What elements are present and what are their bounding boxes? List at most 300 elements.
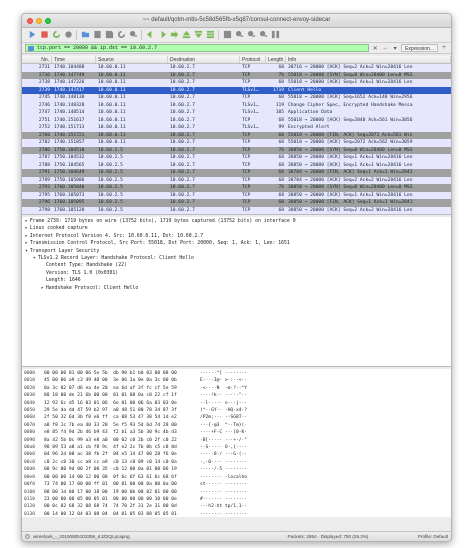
byte-hex[interactable]: a8 f8 1c 7b ea 40 33 20 5e f5 93 54 6d 7d 28 00 (44, 422, 177, 428)
packet-info: 38850 → 20000 [SYN] Seq=0 Win=28400 Len=0 MSS (288, 147, 413, 153)
packet-row[interactable] (22, 139, 451, 147)
find-packet-button[interactable] (128, 30, 138, 40)
detail-text: Linux cooked capture (29, 226, 88, 232)
expression-button[interactable]: Expression... (401, 44, 438, 52)
packet-protocol: TLSv1… (242, 102, 259, 108)
zoom-in-button[interactable] (234, 30, 244, 40)
main-toolbar (22, 28, 451, 43)
packet-no: 2789 (38, 177, 50, 183)
packet-time: 1740.147749 (54, 72, 85, 78)
detail-text: Transport Layer Security (29, 248, 100, 254)
packet-info: 55018 → 20000 [ACK] Seq=1652 Ack=148 Win=2956 (288, 95, 413, 100)
go-forward-icon (158, 30, 167, 41)
wireshark-window (21, 13, 452, 542)
collapsed-arrow-icon[interactable]: ▸ (25, 219, 28, 224)
bytes-row (22, 481, 451, 488)
byte-hex[interactable]: 45 00 06 a9 c3 49 40 00 3e 06 3a 0e 0a 3c 00 0b (44, 378, 177, 384)
detail-tree-item[interactable] (22, 277, 451, 284)
packet-destination: 10.60.2.7 (170, 87, 195, 93)
byte-ascii[interactable]: ·,·0···· ········ (200, 459, 248, 465)
packet-row[interactable] (22, 72, 451, 80)
packet-destination: 10.60.2.7 (170, 125, 195, 130)
byte-ascii[interactable]: ····+F·C ···[0·K· (200, 430, 248, 436)
packet-source: 10.60.0.11 (98, 117, 126, 123)
byte-offset: 00e0 (24, 474, 36, 480)
byte-hex[interactable]: 00 00 00 01 00 06 5e 5b db 90 b1 b0 03 00 08 00 (44, 371, 177, 376)
byte-hex[interactable]: 08 00 1d 00 17 00 18 00 19 00 0b 00 02 01 00 00 (44, 489, 177, 495)
packet-length: 68 (278, 192, 284, 198)
packet-length: 68 (278, 177, 284, 183)
capture-file-name: wireshark_-_20190805103359_KJZ2QI.pcapng (33, 534, 130, 539)
byte-ascii[interactable]: #······· ········ (200, 496, 248, 502)
byte-ascii[interactable]: ······^[ ········ (200, 371, 248, 376)
close-file-button[interactable] (104, 30, 114, 40)
packet-length: 105 (275, 110, 284, 115)
column-header-protocol[interactable]: Protocol (240, 56, 266, 63)
reload-icon (117, 30, 126, 41)
packet-time: 1740.147326 (54, 80, 85, 85)
packet-source: 10.60.2.5 (98, 185, 123, 190)
expanded-arrow-icon[interactable]: ▾ (25, 248, 28, 254)
byte-ascii[interactable]: ··-··8·/ ···G·(·· (200, 452, 248, 458)
packet-info: 38784 → 20000 [FIN, ACK] Seq=1 Ack=1 Win=2841 (288, 170, 413, 175)
byte-offset: 0040 (24, 400, 36, 406)
packet-info: Client Hello (288, 87, 322, 93)
capture-options-icon (64, 30, 73, 41)
packet-info: 55018 → 20000 [ACK] Seq=1 Ack=1 Win=28416 Len (288, 80, 413, 85)
detail-tree-item[interactable] (22, 262, 451, 269)
packet-time: 1750.104532 (54, 155, 85, 160)
start-capture-button[interactable] (27, 30, 37, 40)
packet-protocol: TLSv1… (242, 125, 259, 130)
bytes-row (22, 385, 451, 392)
packet-destination: 10.60.2.7 (170, 162, 195, 168)
byte-offset: 00c0 (24, 459, 36, 465)
reload-button[interactable] (116, 30, 126, 40)
packet-length: 68 (278, 162, 284, 168)
packet-destination: 10.60.2.7 (170, 170, 195, 175)
packet-time: 1750.104649 (54, 170, 85, 175)
detail-tree-item[interactable] (22, 270, 451, 277)
collapsed-arrow-icon[interactable]: ▸ (25, 241, 28, 247)
packet-row[interactable] (22, 87, 451, 95)
packet-protocol: TCP (242, 95, 251, 100)
colorize-icon (223, 30, 232, 41)
packet-source: 10.60.2.5 (98, 162, 123, 168)
packet-protocol: TCP (242, 170, 251, 175)
bytes-row (22, 489, 451, 496)
clear-filter-icon[interactable]: ✕ (372, 45, 378, 52)
packet-destination: 10.60.2.7 (170, 192, 195, 198)
packet-protocol: TCP (242, 192, 251, 198)
byte-ascii[interactable]: ····!k·· ·····"·· (200, 393, 248, 399)
collapsed-arrow-icon[interactable]: ▸ (25, 226, 28, 232)
byte-offset: 0110 (24, 496, 36, 502)
packet-protocol: TCP (242, 162, 251, 168)
zoom-normal-button[interactable] (258, 30, 268, 40)
packet-destination: 10.60.2.7 (170, 140, 195, 145)
packet-protocol: TLSv1… (242, 110, 259, 115)
packet-row[interactable] (22, 199, 451, 207)
go-back-icon (146, 30, 155, 41)
detail-tree-item[interactable] (22, 285, 451, 292)
bytes-row (22, 444, 451, 451)
packet-no: 2738 (38, 80, 50, 85)
packet-info: Encrypted Alert (288, 125, 330, 130)
status-bar (22, 531, 451, 541)
packet-no: 2782 (38, 140, 50, 145)
detail-tree-item[interactable] (22, 225, 451, 232)
packet-row[interactable] (22, 109, 451, 117)
bytes-row (22, 466, 451, 473)
packet-no: 2798 (38, 207, 50, 213)
packet-no: 2745 (38, 95, 50, 100)
collapsed-arrow-icon[interactable]: ▸ (41, 285, 44, 291)
byte-ascii[interactable]: ·B[····· ···+·/·" (200, 437, 248, 443)
packet-protocol: TLSv1… (242, 87, 259, 93)
packet-protocol: TCP (242, 80, 251, 85)
packet-no: 2791 (38, 170, 50, 175)
packet-row[interactable] (22, 64, 451, 72)
packet-time: 1750.104565 (54, 162, 85, 168)
capture-options-button[interactable] (63, 30, 73, 40)
packet-info: 38716 → 20000 [ACK] Seq=2 Ack=2 Win=28416 Len (288, 65, 413, 70)
byte-hex[interactable]: 00 0c 02 68 32 08 68 74 74 70 2f 31 2e 31 00 0d (44, 504, 177, 510)
byte-hex[interactable]: 00 14 00 12 04 03 08 04 04 01 05 03 08 05 05 01 (44, 511, 177, 517)
packet-time: 1750.104510 (54, 147, 85, 153)
packet-time: 1740.151857 (54, 140, 85, 145)
packet-info: Application Data (288, 110, 333, 115)
byte-offset: 0000 (24, 371, 36, 376)
packet-row[interactable] (22, 162, 451, 170)
detail-tree-item[interactable] (22, 240, 451, 247)
packet-protocol: TCP (242, 185, 251, 190)
packet-destination: 10.60.2.7 (170, 155, 195, 160)
go-first-button[interactable] (181, 30, 191, 40)
packet-no: 2746 (38, 102, 50, 108)
byte-hex[interactable]: 29 5e da dd 47 59 b2 97 a0 48 51 80 78 34 87 3f (44, 408, 177, 414)
column-header-destination[interactable]: Destination (168, 56, 240, 63)
bytes-row (22, 429, 451, 436)
bookmark-icon[interactable] (28, 46, 34, 51)
open-file-icon (81, 30, 90, 41)
packet-time: 1750.105006 (54, 177, 85, 183)
byte-hex[interactable]: 0a 3c 02 07 d6 ea 4e 20 ea 6d af 3f fc cf 5e 59 (44, 385, 177, 391)
packet-length: 68 (278, 170, 284, 175)
go-to-packet-button[interactable] (169, 30, 179, 40)
profile-selector[interactable]: Profile: Default (417, 534, 448, 539)
bytes-row (22, 400, 451, 407)
byte-offset: 0120 (24, 504, 36, 510)
packet-row[interactable] (22, 177, 451, 185)
packet-destination: 10.60.2.7 (170, 72, 195, 78)
collapsed-arrow-icon[interactable]: ▸ (25, 233, 28, 239)
packet-no: 2795 (38, 192, 50, 198)
zoom-out-icon (247, 30, 256, 41)
byte-offset: 00d0 (24, 467, 36, 473)
packet-no: 2731 (38, 65, 50, 70)
packet-time: 1760.105040 (54, 185, 85, 190)
packet-length: 76 (278, 147, 284, 153)
packet-info: 38850 → 20000 [ACK] Seq=2 Ack=2 Win=28416 Len (288, 207, 413, 213)
packet-time: 1740.151713 (54, 125, 85, 130)
detail-text: Content Type: Handshake (22) (46, 263, 127, 269)
column-header-source[interactable]: Source (96, 56, 168, 63)
packet-info: 38850 → 20000 [SYN] Seq=0 Win=28400 Len=0 MSS (288, 185, 413, 190)
go-last-button[interactable] (193, 30, 203, 40)
byte-offset: 0100 (24, 489, 36, 495)
byte-ascii[interactable]: )^··GY·· ·HQ·x4·? (200, 408, 248, 414)
bytes-row (22, 503, 451, 510)
packet-no: 2747 (38, 110, 50, 115)
packet-no: 2736 (38, 72, 50, 78)
packet-no: 2796 (38, 200, 50, 205)
bytes-row (22, 414, 451, 421)
packet-row[interactable] (22, 94, 451, 102)
resize-columns-button[interactable] (270, 30, 280, 40)
byte-ascii[interactable]: ···{·@3 ^··Tm}(· (200, 422, 248, 428)
packet-info: 55018 → 20000 [SYN] Seq=0 Win=28400 Len=0 MSS (288, 72, 413, 78)
packet-destination: 10.60.2.7 (170, 110, 195, 115)
byte-hex[interactable]: c0 2c c0 30 cc a8 cc a9 c0 13 c0 09 c0 14 c0 0a (44, 459, 177, 465)
detail-tree-item[interactable] (22, 248, 451, 255)
packet-list-rows (22, 64, 451, 214)
window-title: ~~ default/qotm-mtls-5c58d565fb-x5q87/consul-connect-envoy-sidecar (142, 17, 331, 23)
bytes-row (22, 511, 451, 517)
packet-info: 38850 → 20000 [FIN, ACK] Seq=1 Ack=1 Win=2841 (288, 200, 413, 205)
byte-offset: 00f0 (24, 482, 36, 488)
byte-offset: 00b0 (24, 452, 36, 458)
packet-length: 119 (275, 102, 284, 108)
apply-filter-icon[interactable]: → (382, 45, 389, 51)
packet-time: 1740.147417 (54, 87, 85, 93)
bytes-row (22, 392, 451, 399)
column-header-no[interactable]: No. (22, 56, 52, 63)
packet-row[interactable] (22, 184, 451, 192)
byte-hex[interactable]: 00 00 00 14 00 12 00 00 0f 6c 6f 63 61 6c 68 6f (44, 474, 177, 480)
packet-protocol: TCP (242, 132, 251, 138)
bytes-row (22, 451, 451, 458)
packet-source: 10.60.2.5 (98, 200, 123, 205)
byte-hex[interactable]: 80 18 00 de 21 6b 00 00 01 01 08 0a c8 22 cf 1f (44, 393, 177, 399)
packet-no: 2787 (38, 155, 50, 160)
detail-tree-item[interactable] (22, 233, 451, 240)
packet-destination: 10.60.2.7 (170, 185, 195, 190)
packet-info: 55018 → 20000 [ACK] Seq=2072 Ack=562 Win=3059 (288, 140, 413, 145)
packet-protocol: TCP (242, 155, 251, 160)
toolbar-separator (218, 30, 219, 40)
byte-hex[interactable]: 12 92 6c d5 16 03 01 06 6e 01 00 06 6a 03 03 0e (44, 400, 177, 406)
byte-hex[interactable]: 8a 42 5b 0c 99 a3 e8 a0 00 02 c0 2b c0 2f c0 22 (44, 437, 177, 443)
byte-ascii[interactable]: ·····/·5 ········ (200, 467, 248, 473)
packet-destination: 10.60.2.7 (170, 102, 195, 108)
packet-no: 2739 (38, 87, 50, 93)
packet-source: 10.60.0.11 (98, 132, 126, 138)
packet-source: 10.60.2.5 (98, 170, 123, 175)
packet-row[interactable] (22, 124, 451, 132)
packet-protocol: TCP (242, 207, 251, 213)
column-header-time[interactable]: Time (52, 56, 96, 63)
packet-source: 10.60.2.5 (98, 192, 123, 198)
byte-offset: 0010 (24, 378, 36, 384)
add-filter-button[interactable]: + (442, 45, 446, 51)
packet-list[interactable] (22, 56, 451, 215)
find-packet-icon (129, 30, 138, 41)
byte-offset: 00a0 (24, 445, 36, 451)
colorize-button[interactable] (222, 30, 232, 40)
packet-length: 1719 (272, 87, 284, 93)
byte-ascii[interactable]: E····I@· >·:··<·· (200, 378, 248, 384)
restart-capture-button[interactable] (51, 30, 61, 40)
byte-offset: 0080 (24, 430, 36, 436)
autoscroll-button[interactable] (205, 30, 215, 40)
byte-ascii[interactable]: ·<····N ·m·?··^Y (200, 385, 248, 391)
packet-time: 1740.104488 (54, 65, 85, 70)
bytes-row (22, 459, 451, 466)
packet-time: 1740.151617 (54, 117, 85, 123)
detail-tree-item[interactable] (22, 255, 451, 262)
packet-destination: 10.60.2.7 (170, 65, 195, 70)
packet-row[interactable] (22, 147, 451, 155)
packet-source: 10.60.0.11 (98, 80, 126, 85)
bytes-row (22, 496, 451, 503)
packet-length: 76 (278, 185, 284, 190)
byte-ascii[interactable]: ··S····· O·,{···· (200, 445, 248, 451)
packet-no: 2760 (38, 132, 50, 138)
packet-time: 1760.105095 (54, 200, 85, 205)
display-filter-input[interactable] (25, 44, 369, 52)
packet-count: Packets: 2854 · Displayed: 750 (26.3%) (287, 534, 369, 539)
packet-time: 1740.151721 (54, 132, 85, 138)
column-header-info[interactable]: Info (286, 56, 451, 63)
byte-hex[interactable]: 04 96 2d 00 ac 38 fb 2f 04 e5 14 47 00 28 f6 0e (44, 452, 177, 458)
packet-time: 1740.148130 (54, 95, 85, 100)
packet-row[interactable] (22, 169, 451, 177)
packet-length: 68 (278, 132, 284, 138)
zoom-normal-icon (259, 30, 268, 41)
packet-row[interactable] (22, 117, 451, 125)
go-back-button[interactable] (145, 30, 155, 40)
stop-capture-button[interactable] (39, 30, 49, 40)
byte-offset: 0050 (24, 408, 36, 414)
byte-ascii[interactable]: ··l····· n···j··· (200, 400, 248, 406)
column-header-length[interactable]: Length (266, 56, 286, 63)
byte-offset: 0130 (24, 511, 36, 517)
packet-protocol: TCP (242, 65, 251, 70)
packet-no: 2793 (38, 185, 50, 190)
open-file-button[interactable] (80, 30, 90, 40)
display-filter-bar (22, 43, 451, 54)
packet-length: 68 (278, 80, 284, 85)
packet-info: 38850 → 20000 [ACK] Seq=1 Ack=1 Win=28416 Len (288, 155, 413, 160)
packet-info: 38784 → 20000 [ACK] Seq=2 Ack=2 Win=28416 Len (288, 177, 413, 183)
packet-source: 10.60.0.11 (98, 72, 126, 78)
packet-length: 68 (278, 155, 284, 160)
packet-length: 68 (278, 117, 284, 123)
stop-capture-icon (40, 30, 49, 41)
close-file-icon (105, 30, 114, 41)
packet-protocol: TCP (242, 177, 251, 183)
packet-length: 68 (278, 65, 284, 70)
packet-info: 38850 → 20000 [ACK] Seq=1 Ack=1 Win=28416 Len (288, 192, 413, 198)
packet-length: 76 (278, 72, 284, 78)
byte-ascii[interactable]: st······ ········ (200, 482, 248, 488)
byte-ascii[interactable]: ········ ·localho (200, 474, 248, 480)
byte-offset: 0060 (24, 415, 36, 421)
packet-row[interactable] (22, 132, 451, 140)
packet-source: 10.60.2.5 (98, 147, 123, 153)
toolbar-separator (76, 30, 77, 40)
byte-hex[interactable]: 98 89 53 a8 a1 cb f8 9c 4f e2 2c 7b 0b c5 c8 8d (44, 445, 177, 451)
packet-destination: 10.60.2.7 (170, 95, 195, 100)
expanded-arrow-icon[interactable]: ▾ (33, 256, 36, 262)
bytes-row (22, 407, 451, 414)
packet-info: 55018 → 20000 [ACK] Seq=2040 Ack=561 Win=3056 (288, 117, 413, 123)
detail-text: Frame 2739: 1719 bytes on wire (13752 bits), 1719 bytes captured (13752 bits) on interface 0 (29, 219, 296, 224)
packet-destination: 10.60.2.7 (170, 207, 195, 213)
packet-source: 10.60.0.11 (98, 110, 126, 115)
packet-bytes-pane[interactable] (22, 369, 451, 517)
expert-info-icon[interactable] (25, 534, 30, 539)
packet-info: 38850 → 20000 [ACK] Seq=1 Ack=1 Win=28416 Len (288, 162, 413, 168)
packet-length: 68 (278, 140, 284, 145)
packet-destination: 10.60.2.7 (170, 117, 195, 123)
packet-protocol: TCP (242, 72, 251, 78)
byte-hex[interactable]: 2f 50 32 6d 3b f0 e6 ff ca 08 53 47 38 54 1d e2 (44, 415, 177, 421)
detail-tree-item[interactable] (22, 218, 451, 225)
byte-ascii[interactable]: ···h2·ht tp/1.1·· (200, 504, 248, 510)
zoom-out-button[interactable] (246, 30, 256, 40)
save-file-button[interactable] (92, 30, 102, 40)
packet-protocol: TCP (242, 200, 251, 205)
byte-ascii[interactable]: ········ ········ (200, 489, 248, 495)
packet-no: 2752 (38, 125, 50, 130)
packet-row[interactable] (22, 154, 451, 162)
packet-destination: 10.60.2.7 (170, 177, 195, 183)
byte-ascii[interactable]: ········ ········ (200, 511, 248, 517)
autoscroll-icon (206, 30, 215, 41)
packet-row[interactable] (22, 192, 451, 200)
byte-hex[interactable]: 00 9c 00 9d 00 2f 00 35 c0 12 00 0a 01 00 06 19 (44, 467, 177, 473)
go-last-icon (194, 30, 203, 41)
packet-source: 10.60.2.5 (98, 155, 123, 160)
go-forward-button[interactable] (157, 30, 167, 40)
packet-protocol: TCP (242, 140, 251, 145)
bytes-row (22, 474, 451, 481)
byte-offset: 0020 (24, 385, 36, 391)
packet-info: Change Cipher Spec, Encrypted Handshake Messa (288, 102, 413, 108)
packet-row[interactable] (22, 79, 451, 87)
byte-ascii[interactable]: /P2m;··· ··SG8T·· (200, 415, 248, 421)
packet-source: 10.60.0.11 (98, 95, 126, 100)
detail-text: TLSv1.2 Record Layer: Handshake Protocol: Client Hello (37, 256, 194, 262)
packet-details-pane[interactable] (22, 217, 451, 367)
packet-protocol: TCP (242, 147, 251, 153)
byte-hex[interactable]: e8 85 f4 9d 2b 46 b9 43 f2 b1 a3 5b 30 9c 4b d3 (44, 430, 177, 436)
packet-length: 68 (278, 200, 284, 205)
packet-row[interactable] (22, 102, 451, 110)
packet-row[interactable] (22, 207, 451, 215)
packet-source: 10.60.0.11 (98, 65, 126, 70)
bytes-row (22, 437, 451, 444)
byte-hex[interactable]: 73 74 00 17 00 00 ff 01 00 01 00 00 0a 00 0a 00 (44, 482, 177, 488)
go-to-packet-icon (170, 30, 179, 41)
packet-source: 10.60.2.5 (98, 207, 123, 213)
packet-source: 10.60.0.11 (98, 102, 126, 108)
byte-hex[interactable]: 23 00 00 00 05 00 05 01 00 00 00 00 00 10 00 0e (44, 496, 177, 502)
title-bar (22, 14, 451, 28)
filter-history-icon[interactable]: ▾ (393, 45, 397, 52)
